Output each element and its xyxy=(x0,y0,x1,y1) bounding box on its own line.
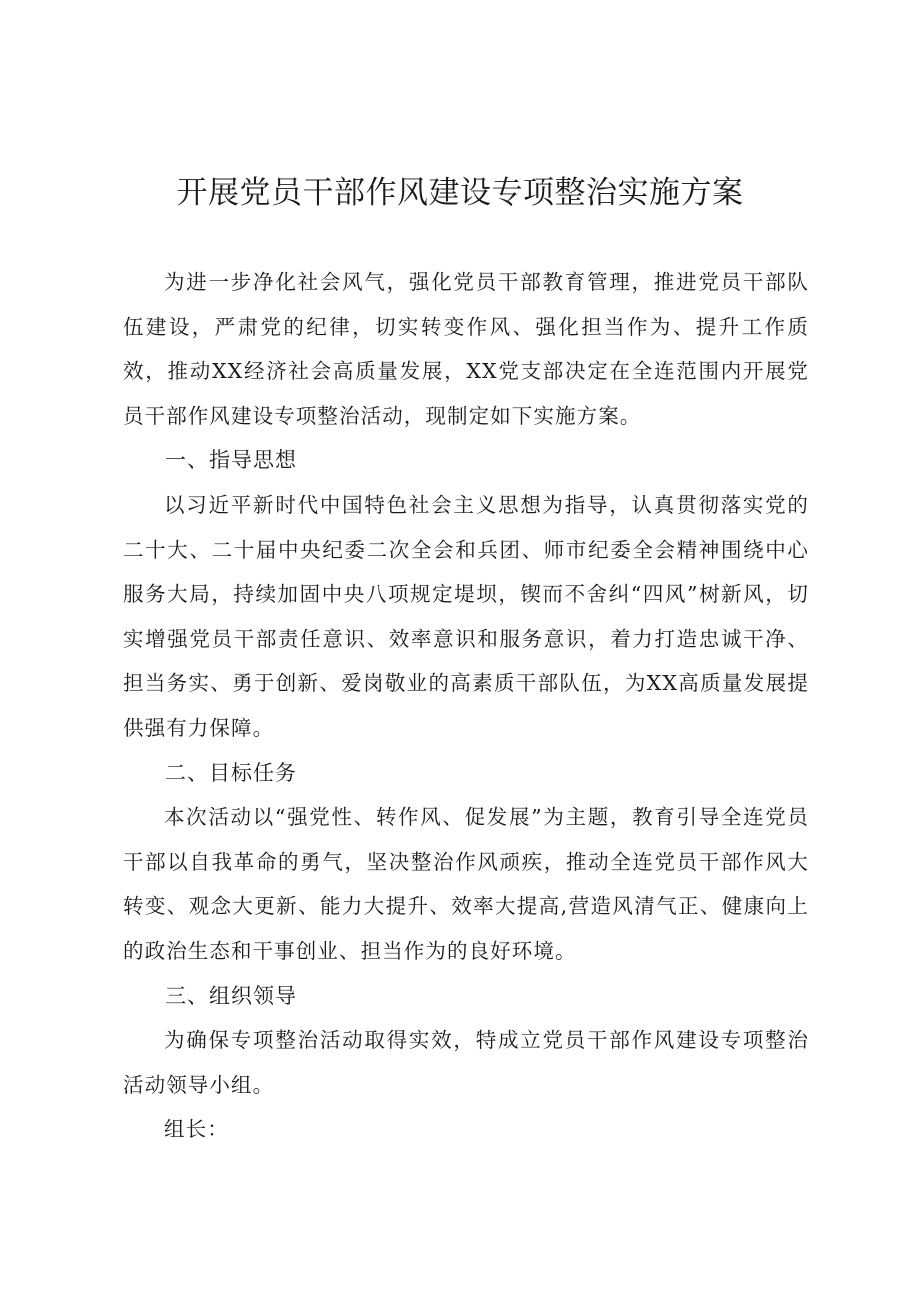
group-leader-label: 组长： xyxy=(164,1117,229,1142)
document-title: 开展党员干部作风建设专项整治实施方案 xyxy=(176,175,744,211)
intro-paragraph: 为进一步净化社会风气，强化党员干部教育管理，推进党员干部队伍建设，严肃党的纪律，切实转变作风、强化担当作为、提升工作质效，推动XX经济社会高质量发展，XX党支部决定在全连范围内开展党员干部作风建设专项整治活动，现制定如下实施方案。 xyxy=(123,270,809,428)
document-body xyxy=(123,260,809,1152)
section-heading-guiding-ideology: 一、指导思想 xyxy=(165,448,297,473)
section-body-guiding-ideology: 以习近平新时代中国特色社会主义思想为指导，认真贯彻落实党的二十大、二十届中央纪委二次全会和兵团、师市纪委全会精神围绕中心服务大局，持续加固中央八项规定堤坝，锲而不舍纠“四风”树新风，切实增强党员干部责任意识、效率意识和服务意识，着力打造忠诚干净、担当务实、勇于创新、爱岗敬业的高素质干部队伍，为XX高质量发展提供强有力保障。 xyxy=(123,492,809,740)
section-heading-organization-leadership: 三、组织领导 xyxy=(165,983,297,1008)
section-body-organization-leadership: 为确保专项整治活动取得实效，特成立党员干部作风建设专项整治活动领导小组。 xyxy=(123,1028,809,1097)
section-body-goals-tasks: 本次活动以“强党性、转作风、促发展”为主题，教育引导全连党员干部以自我革命的勇气，坚决整治作风顽疾，推动全连党员干部作风大转变、观念大更新、能力大提升、效率大提高,营造风清气正、健康向上的政治生态和干事创业、担当作为的良好环境。 xyxy=(123,805,809,963)
section-heading-goals-tasks: 二、目标任务 xyxy=(165,760,297,785)
